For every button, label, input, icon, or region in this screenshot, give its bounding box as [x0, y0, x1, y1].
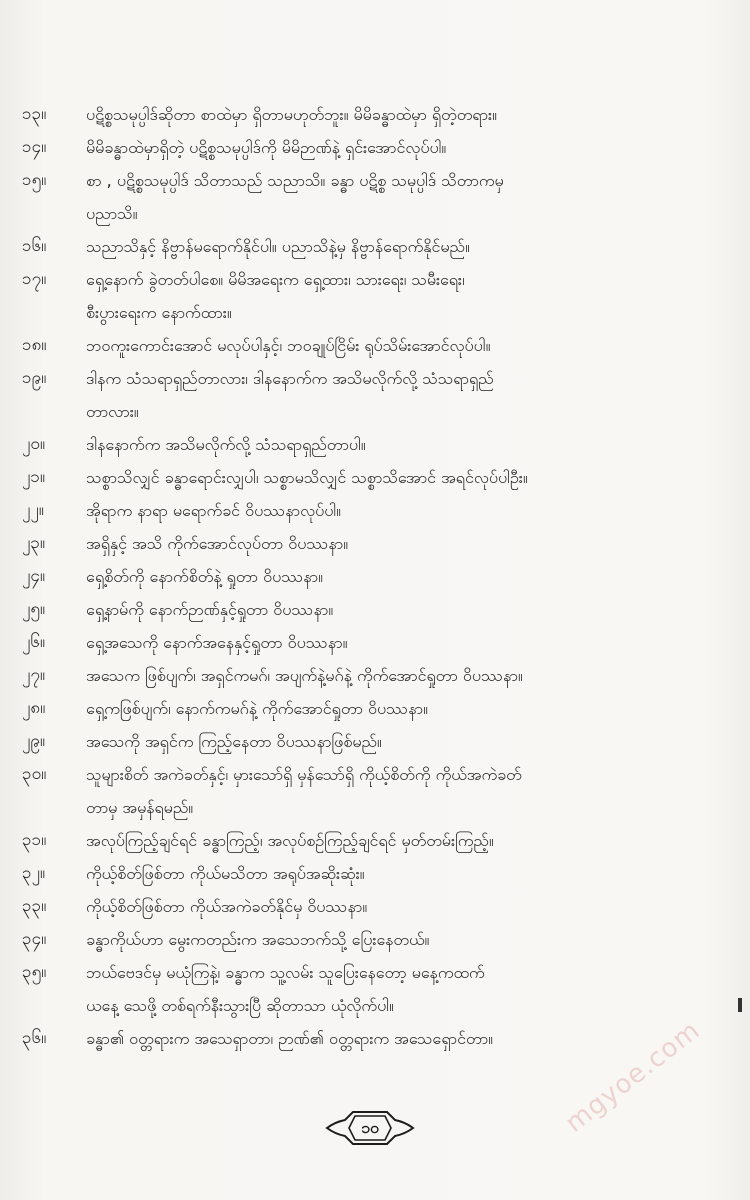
entry-list: [22, 98, 728, 1055]
entry-text: [86, 329, 728, 362]
list-item: [22, 725, 728, 758]
entry-number: ၂၉။: [22, 731, 46, 751]
entry-number: ၃၂။: [22, 863, 46, 883]
entry-text-line: စာ , ပဋိစ္စသမုပ္ပါဒ် သိတာသည် သညာသိ။ ခန္ဓာ ပဋိစ္စ သမုပ္ပါဒ် သိတာကမှ: [86, 171, 504, 190]
entry-text-line: အသေကို အရှင်က ကြည့်နေတာ ဝိပဿနာဖြစ်မည်။: [86, 732, 382, 751]
watermark-text: mgyoe.com: [560, 1015, 707, 1139]
list-item: [22, 758, 728, 824]
list-item: [22, 1022, 728, 1055]
entry-text-line: စီးပွားရေးက နောက်ထား။: [86, 303, 232, 322]
entry-text-line: ကိုယ့်စိတ်ဖြစ်တာ ကိုယ်မသိတာ အရုပ်အဆိုးဆုံး။: [86, 864, 365, 883]
entry-text-line: သူများစိတ် အကဲခတ်နှင့်၊ မှားသော်ရှိ မှန်သော်ရှိ ကိုယ့်စိတ်ကို ကိုယ်အကဲခတ်: [86, 765, 522, 784]
list-item: [22, 164, 728, 230]
entry-number: ၂၄။: [22, 566, 46, 586]
entry-text-line: ဘဝကူးကောင်းအောင် မလုပ်ပါနှင့်၊ ဘဝချုပ်ငြိမ်း ရုပ်သိမ်းအောင်လုပ်ပါ။: [86, 336, 491, 355]
entry-text: [86, 956, 728, 1022]
entry-number: ၃၃။: [22, 896, 47, 916]
entry-text: [86, 461, 728, 494]
entry-text: [86, 725, 728, 758]
entry-number: ၂၀။: [22, 434, 46, 454]
entry-text-line: အလုပ်ကြည့်ချင်ရင် ခန္ဓာကြည့်၊ အလုပ်စဉ်ကြည့်ချင်ရင် မှတ်တမ်းကြည့်။: [86, 831, 494, 850]
list-item: [22, 131, 728, 164]
entry-text-line: ရှေ့နောက် ခွဲတတ်ပါစေ။ မိမိအရေးက ရှေ့ထား၊ သားရေး၊ သမီးရေး၊: [86, 270, 465, 289]
entry-text: [86, 593, 728, 626]
entry-text-line: သစ္စာသိလျှင် ခန္ဓာရောင်းလျှပါ၊ သစ္စာမသိလျှင် သစ္စာသိအောင် အရင်လုပ်ပါဦး။: [86, 468, 528, 487]
entry-text: [86, 659, 728, 692]
entry-text: [86, 428, 728, 461]
entry-number: ၁၉။: [22, 368, 47, 388]
entry-text: [86, 362, 728, 428]
entry-text-line: တာမှ အမှန်ရမည်။: [86, 798, 194, 817]
entry-text: [86, 230, 728, 263]
entry-number: ၂၂။: [22, 500, 44, 520]
entry-number: ၂၃။: [22, 533, 46, 553]
list-item: [22, 362, 728, 428]
list-item: [22, 494, 728, 527]
list-item: [22, 263, 728, 329]
list-item: [22, 461, 728, 494]
entry-text-line: ရှေ့ကဖြစ်ပျက်၊ နောက်ကမဂ်နဲ့ ကိုက်အောင်ရှုတာ ဝိပဿနာ။: [86, 699, 428, 718]
list-item: [22, 659, 728, 692]
entry-text-line: ရှေ့နာမ်ကို နောက်ဉာဏ်နှင့်ရှုတာ ဝိပဿနာ။: [86, 600, 334, 619]
entry-text: [86, 758, 728, 824]
entry-text-line: မိမိခန္ဓာထဲမှာရှိတဲ့ ပဋိစ္စသမုပ္ပါဒ်ကို မိမိဉာဏ်နဲ့ ရှင်းအောင်လုပ်ပါ။: [86, 138, 447, 157]
entry-number: ၂၅။: [22, 599, 46, 619]
entry-number: ၃၀။: [22, 764, 47, 784]
list-item: [22, 857, 728, 890]
entry-text-line: ပဋိစ္စသမုပ္ပါဒ်ဆိုတာ စာထဲမှာ ရှိတာမဟုတ်ဘူး။ မိမိခန္ဓာထဲမှာ ရှိတဲ့တရား။: [86, 105, 497, 124]
entry-number: ၁၈။: [22, 335, 47, 355]
entry-text: [86, 263, 728, 329]
entry-text: [86, 824, 728, 857]
entry-text: [86, 131, 728, 164]
entry-text-line: အိုရာက နာရာ မရောက်ခင် ဝိပဿနာလုပ်ပါ။: [86, 501, 341, 520]
list-item: [22, 428, 728, 461]
entry-number: ၃၄။: [22, 929, 47, 949]
entry-number: ၂၈။: [22, 698, 46, 718]
entry-text-line: ခန္ဓာ၏ ဝတ္တရားက အသေရှာတာ၊ ဉာဏ်၏ ဝတ္တရားက အသေရှောင်တာ။: [86, 1029, 493, 1048]
entry-number: ၃၆။: [22, 1028, 47, 1048]
entry-text-line: ယနေ့ သေဖို့ တစ်ရက်နီးသွားပြီ ဆိုတာသာ ယုံလိုက်ပါ။: [86, 996, 394, 1015]
entry-text: [86, 494, 728, 527]
entry-text: [86, 923, 728, 956]
page-number: ၁၀: [361, 1118, 379, 1137]
list-item: [22, 593, 728, 626]
entry-number: ၂၆။: [22, 632, 46, 652]
list-item: [22, 923, 728, 956]
entry-text-line: ရှေ့အသေကို နောက်အနေနှင့်ရှုတာ ဝိပဿနာ။: [86, 633, 348, 652]
entry-text-line: ခန္ဓာကိုယ်ဟာ မွေးကတည်းက အသေဘက်သို့ ပြေးနေတယ်။: [86, 930, 430, 949]
entry-text: [86, 890, 728, 923]
entry-text-line: တာလား။: [86, 402, 139, 421]
list-item: [22, 692, 728, 725]
entry-text: [86, 560, 728, 593]
list-item: [22, 527, 728, 560]
entry-number: ၁၆။: [22, 236, 47, 256]
entry-text: [86, 164, 728, 230]
entry-text: [86, 1022, 728, 1055]
entry-text: [86, 527, 728, 560]
entry-text-line: ဘယ်ဗေဒင်မှ မယုံကြနဲ့၊ ခန္ဓာက သူ့လမ်း သူပြေးနေတော့ မနေ့ကထက်: [86, 963, 485, 982]
list-item: [22, 329, 728, 362]
list-item: [22, 626, 728, 659]
entry-text-line: အသေက ဖြစ်ပျက်၊ အရှင်ကမဂ်၊ အပျက်နဲ့မဂ်နဲ့ ကိုက်အောင်ရှုတာ ဝိပဿနာ။: [86, 666, 523, 685]
entry-number: ၁၃။: [22, 104, 47, 124]
entry-number: ၁၅။: [22, 170, 47, 190]
entry-text-line: ဒါနနောက်က အသိမလိုက်လို့ သံသရာရှည်တာပါ။: [86, 435, 366, 454]
list-item: [22, 98, 728, 131]
entry-text-line: ပညာသိ။: [86, 204, 138, 223]
entry-text: [86, 98, 728, 131]
page-number-ornament: [325, 1108, 415, 1148]
entry-text-line: ဒါနက သံသရာရှည်တာလား၊ ဒါနနောက်က အသိမလိုက်လို့ သံသရာရှည်: [86, 369, 494, 388]
edge-mark: [738, 998, 742, 1012]
entry-number: ၃၁။: [22, 830, 47, 850]
entry-text-line: အရှိနှင့် အသိ ကိုက်အောင်လုပ်တာ ဝိပဿနာ။: [86, 534, 349, 553]
entry-text-line: သညာသိနှင့် နိဗ္ဗာန်မရောက်နိုင်ပါ။ ပညာသိနဲ့မှ နိဗ္ဗာန်ရောက်နိုင်မည်။: [86, 237, 470, 256]
entry-number: ၂၇။: [22, 665, 46, 685]
entry-number: ၁၇။: [22, 269, 47, 289]
entry-text: [86, 626, 728, 659]
entry-text: [86, 692, 728, 725]
entry-text: [86, 857, 728, 890]
entry-number: ၃၅။: [22, 962, 47, 982]
list-item: [22, 890, 728, 923]
entry-text-line: ကိုယ့်စိတ်ဖြစ်တာ ကိုယ်အကဲခတ်နိုင်မှ ဝိပဿနာ။: [86, 897, 368, 916]
list-item: [22, 230, 728, 263]
list-item: [22, 824, 728, 857]
list-item: [22, 956, 728, 1022]
list-item: [22, 560, 728, 593]
entry-text-line: ရှေ့စိတ်ကို နောက်စိတ်နဲ့ ရှုတာ ဝိပဿနာ။: [86, 567, 323, 586]
entry-number: ၁၄။: [22, 137, 47, 157]
entry-number: ၂၁။: [22, 467, 46, 487]
